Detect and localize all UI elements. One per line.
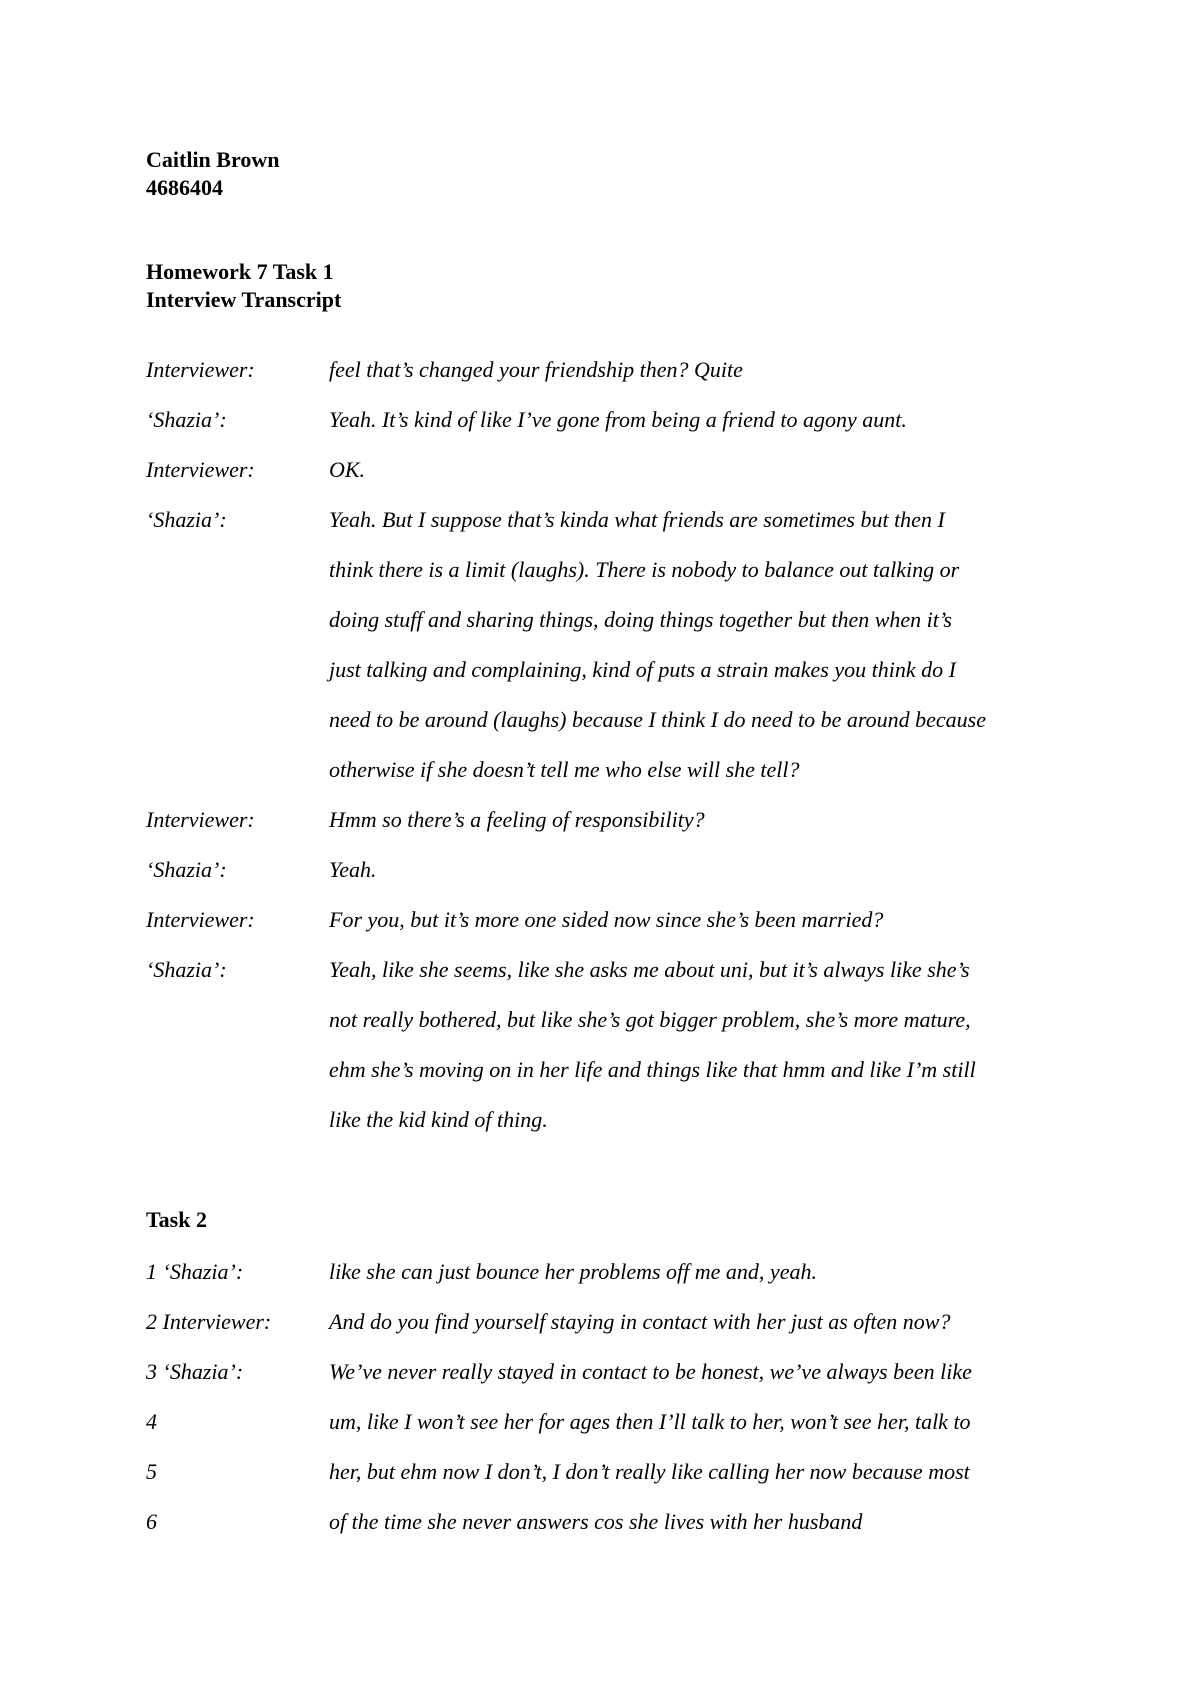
document-subtitle: Interview Transcript: [146, 287, 342, 312]
task2-heading: Task 2: [146, 1207, 207, 1232]
utterance-text: of the time she never answers cos she lives with her husband: [329, 1509, 863, 1534]
utterance-text: her, but ehm now I don’t, I don’t really like calling her now because most: [329, 1459, 970, 1484]
speaker-label: 3 ‘Shazia’:: [146, 1359, 244, 1384]
speaker-label: ‘Shazia’:: [146, 507, 227, 532]
line-number: 5: [146, 1459, 157, 1484]
utterance-text: We’ve never really stayed in contact to be honest, we’ve always been like: [329, 1359, 972, 1384]
utterance-text: Yeah, like she seems, like she asks me about uni, but it’s always like she’s: [329, 957, 970, 982]
utterance-text: Yeah.: [329, 857, 377, 882]
line-number: 6: [146, 1509, 157, 1534]
utterance-text: OK.: [329, 457, 366, 482]
utterance-text: ehm she’s moving on in her life and things like that hmm and like I’m still: [329, 1057, 976, 1082]
speaker-label: Interviewer:: [146, 357, 255, 382]
utterance-text: For you, but it’s more one sided now since she’s been married?: [329, 907, 884, 932]
author-name: Caitlin Brown: [146, 147, 280, 172]
utterance-text: And do you find yourself staying in contact with her just as often now?: [329, 1309, 951, 1334]
utterance-text: just talking and complaining, kind of puts a strain makes you think do I: [329, 657, 956, 682]
utterance-text: like she can just bounce her problems off me and, yeah.: [329, 1259, 817, 1284]
utterance-text: like the kid kind of thing.: [329, 1107, 548, 1132]
utterance-text: feel that’s changed your friendship then? Quite: [329, 357, 743, 382]
utterance-text: Yeah. But I suppose that’s kinda what friends are sometimes but then I: [329, 507, 945, 532]
utterance-text: need to be around (laughs) because I think I do need to be around because: [329, 707, 986, 732]
speaker-label: Interviewer:: [146, 907, 255, 932]
document-title: Homework 7 Task 1: [146, 259, 334, 284]
utterance-text: not really bothered, but like she’s got bigger problem, she’s more mature,: [329, 1007, 971, 1032]
speaker-label: 1 ‘Shazia’:: [146, 1259, 244, 1284]
speaker-label: ‘Shazia’:: [146, 957, 227, 982]
speaker-label: Interviewer:: [146, 807, 255, 832]
utterance-text: Hmm so there’s a feeling of responsibility?: [329, 807, 705, 832]
speaker-label: ‘Shazia’:: [146, 407, 227, 432]
utterance-text: doing stuff and sharing things, doing things together but then when it’s: [329, 607, 952, 632]
line-number: 4: [146, 1409, 157, 1434]
speaker-label: 2 Interviewer:: [146, 1309, 272, 1334]
utterance-text: Yeah. It’s kind of like I’ve gone from being a friend to agony aunt.: [329, 407, 907, 432]
speaker-label: ‘Shazia’:: [146, 857, 227, 882]
utterance-text: otherwise if she doesn’t tell me who else will she tell?: [329, 757, 800, 782]
utterance-text: think there is a limit (laughs). There is nobody to balance out talking or: [329, 557, 960, 582]
speaker-label: Interviewer:: [146, 457, 255, 482]
utterance-text: um, like I won’t see her for ages then I’ll talk to her, won’t see her, talk to: [329, 1409, 971, 1434]
student-id: 4686404: [146, 175, 223, 200]
